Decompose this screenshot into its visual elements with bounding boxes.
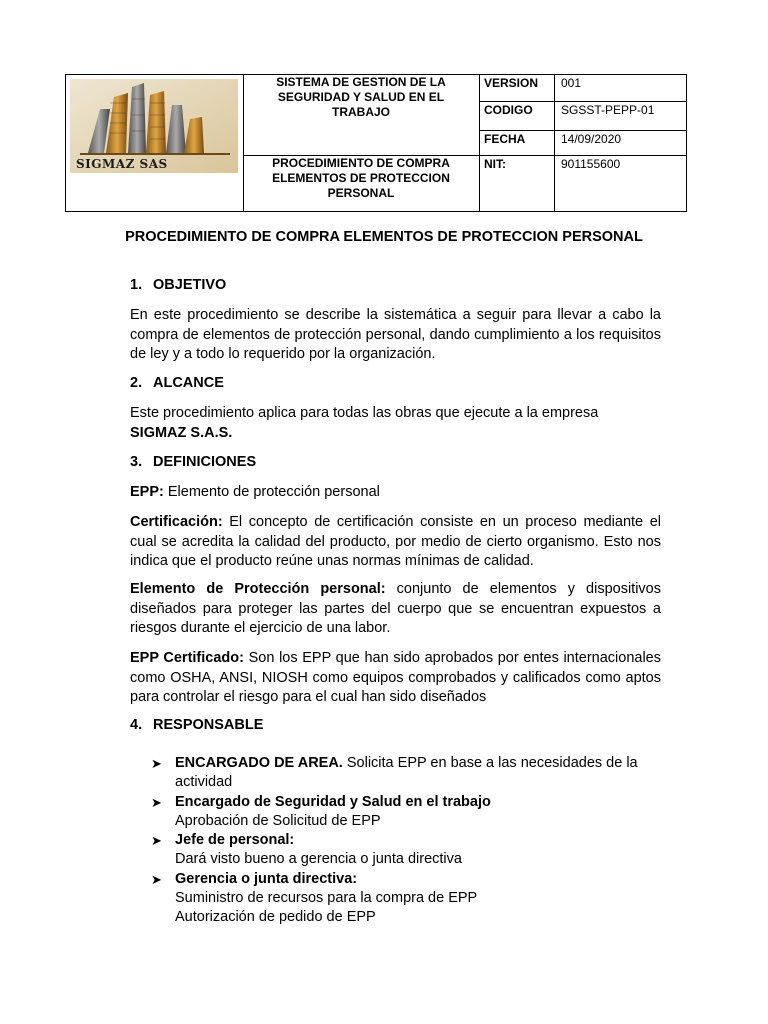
- company-logo: [70, 79, 238, 173]
- section-heading-alcance: 2. ALCANCE: [130, 375, 224, 391]
- definition-certificacion: Certificación: El concepto de certificación consiste en un proceso mediante el cual se acredita la calidad del producto, por medio de cierto organismo. Esto nos indica que el producto reúne unas normas mínimas de calidad.: [130, 514, 661, 569]
- section-heading-responsable: 4. RESPONSABLE: [130, 717, 264, 733]
- code-value: SGSST-PEPP-01: [561, 103, 655, 117]
- procedure-title: PROCEDIMIENTO DE COMPRA ELEMENTOS DE PROTECCION PERSONAL: [272, 156, 450, 200]
- list-item: ➤ Jefe de personal: Dará visto bueno a gerencia o junta directiva: [151, 832, 462, 868]
- section-heading-objetivo: 1. OBJETIVO: [130, 277, 227, 293]
- definition-epp: EPP: Elemento de protección personal: [130, 484, 380, 500]
- divider: [479, 101, 686, 102]
- date-value: 14/09/2020: [561, 132, 622, 146]
- logo-text: SIGMAZ SAS: [76, 157, 168, 171]
- list-item: ➤ Encargado de Seguridad y Salud en el trabajo Aprobación de Solicitud de EPP: [151, 793, 491, 829]
- system-title: SISTEMA DE GESTION DE LA SEGURIDAD Y SALUD EN EL TRABAJO: [276, 75, 446, 119]
- document-title: PROCEDIMIENTO DE COMPRA ELEMENTOS DE PROTECCION PERSONAL: [125, 229, 643, 245]
- divider: [554, 75, 555, 211]
- nit-value: 901155600: [561, 157, 621, 171]
- version-label: VERSION: [484, 76, 539, 90]
- divider: [479, 75, 480, 211]
- header-table: [65, 74, 687, 212]
- definition-elemento-proteccion: Elemento de Protección personal: conjunto de elementos y dispositivos diseñados para proteger las partes del cuerpo que se encuentran expuestos a riesgos durante el ejercicio de una labor.: [130, 581, 661, 636]
- definition-epp-certificado: EPP Certificado: Son los EPP que han sido aprobados por entes internacionales como OSHA, ANSI, NIOSH como equipos comprobados y calificados como aptos para controlar el riesgo para el cual han sido diseñados: [130, 650, 661, 705]
- date-label: FECHA: [484, 132, 526, 146]
- arrow-bullet-icon: ➤: [151, 833, 162, 849]
- arrow-bullet-icon: ➤: [151, 794, 162, 810]
- version-value: 001: [561, 76, 582, 90]
- alcance-text: Este procedimiento aplica para todas las obras que ejecute a la empresa SIGMAZ S.A.S.: [130, 405, 599, 441]
- divider: [243, 75, 244, 211]
- company-name: SIGMAZ S.A.S.: [130, 424, 233, 441]
- objetivo-text: En este procedimiento se describe la sistemática a seguir para llevar a cabo la compra de elementos de protección personal, dando cumplimiento a los requisitos de ley y a todo lo requerido por la organización.: [130, 307, 661, 362]
- list-item: ➤ ENCARGADO DE AREA. Solicita EPP en base a las necesidades de la actividad: [151, 755, 638, 791]
- code-label: CODIGO: [484, 103, 533, 117]
- list-item: ➤ Gerencia o junta directiva: Suministro de recursos para la compra de EPP Autorización de pedido de EPP: [151, 870, 478, 926]
- arrow-bullet-icon: ➤: [151, 871, 162, 887]
- arrow-bullet-icon: ➤: [151, 756, 162, 771]
- nit-label: NIT:: [484, 157, 506, 171]
- divider: [479, 130, 686, 131]
- responsable-list: [151, 754, 663, 928]
- section-heading-definiciones: 3. DEFINICIONES: [130, 454, 257, 470]
